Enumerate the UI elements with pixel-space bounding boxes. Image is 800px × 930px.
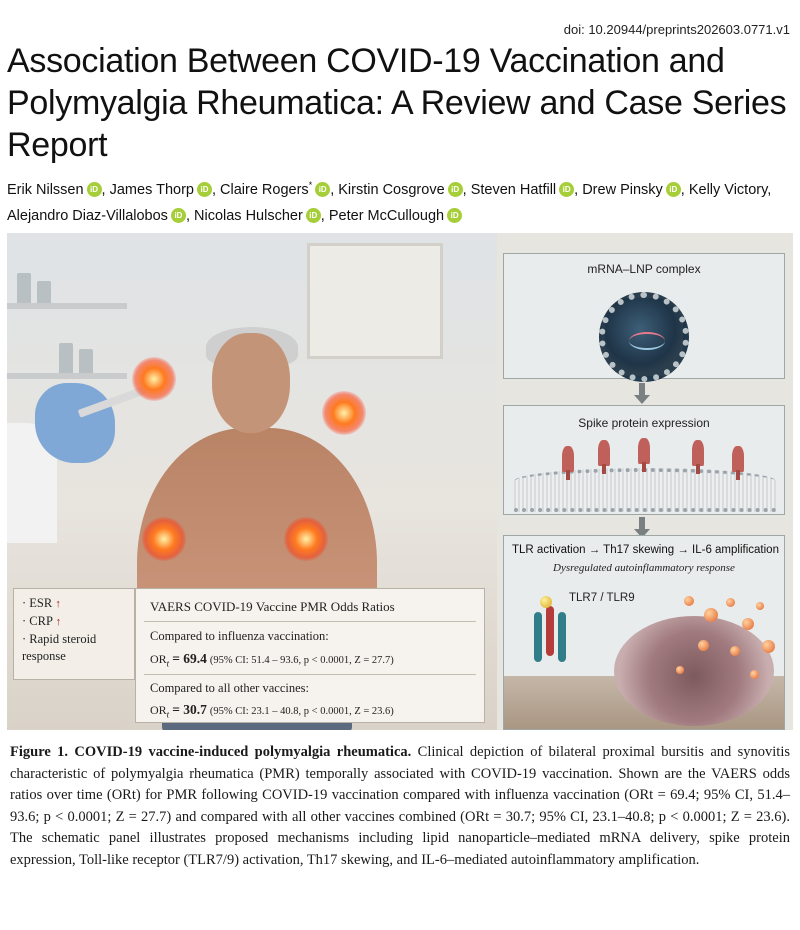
marker-crp: · CRP ↑: [22, 614, 62, 628]
arrow-up-icon: ↑: [55, 616, 62, 628]
orcid-icon[interactable]: iD: [197, 182, 212, 197]
caption-body: Clinical depiction of bilateral proximal bursitis and synovitis characteristic of polymyalgia rheumatica (PMR) temporally associated with COVID-19 vaccination. Shown are the VAERS odds ratios over time (ORt) for PMR following COVID-19 vaccination compared with influenza vaccination (ORt = 69.4; 95% CI, 51.4–93.6; p < 0.0001; Z = 27.7) and compared with all other vaccines combined (ORt = 30.7; 95% CI, 23.1–40.8; p < 0.0001; Z = 23.6). The schematic panel illustrates proposed mechanisms including lipid nanoparticle–mediated mRNA delivery, spike protein expression, Toll-like receptor (TLR7/9) activation, Th17 skewing, and IL-6–mediated autoinflammatory amplification.: [10, 744, 790, 868]
author-name: Nicolas Hulscher: [194, 208, 303, 224]
separator: ,: [680, 182, 689, 198]
receptor-icon: [558, 612, 566, 662]
author: [689, 182, 767, 198]
author: [194, 208, 321, 224]
panel-spike-label: Spike protein expression: [578, 416, 710, 430]
author: [582, 182, 681, 198]
clinic-background: [7, 233, 497, 730]
divider: [144, 674, 476, 675]
spike-protein-icon: [692, 440, 704, 466]
author-name: Alejandro Diaz-Villalobos: [7, 208, 168, 224]
lab-markers-box: [13, 588, 135, 680]
spike-protein-icon: [598, 440, 610, 466]
panel-spike: [503, 405, 785, 515]
mrna-helix-icon: [629, 332, 665, 350]
inflammation-left-shoulder: [132, 357, 176, 401]
odds-influenza-heading: Compared to influenza vaccination:: [150, 629, 329, 643]
tlr-receptor-label: TLR7 / TLR9: [569, 592, 635, 604]
ligand-icon: [540, 596, 552, 608]
separator: ,: [211, 182, 221, 198]
orcid-icon[interactable]: iD: [87, 182, 102, 197]
panel-mrna-lnp-label: mRNA–LNP complex: [587, 262, 701, 276]
separator: ,: [101, 182, 110, 198]
author-name: Steven Hatfill: [470, 182, 557, 198]
cytokine-icon: [730, 646, 740, 656]
orcid-icon[interactable]: iD: [315, 182, 330, 197]
receptor-icon: [546, 606, 554, 656]
author: [329, 208, 462, 224]
cytokine-icon: [762, 640, 775, 653]
separator: ,: [574, 182, 583, 198]
patient-head: [212, 333, 290, 433]
bottle: [79, 349, 93, 373]
spike-protein-icon: [638, 438, 650, 464]
cytokine-icon: [756, 602, 764, 610]
caption-lead: Figure 1. COVID-19 vaccine-induced polymyalgia rheumatica.: [10, 744, 412, 760]
author-name: James Thorp: [109, 182, 194, 198]
inflammation-left-hip: [142, 517, 186, 561]
author-name: Kirstin Cosgrove: [338, 182, 445, 198]
separator: ,: [462, 182, 471, 198]
cytokine-icon: [684, 596, 694, 606]
panel-mrna-lnp: [503, 253, 785, 379]
cytokine-icon: [698, 640, 709, 651]
spike-protein-icon: [562, 446, 574, 472]
author: [338, 182, 462, 198]
author-name: Kelly Victory: [688, 182, 768, 198]
odds-title: VAERS COVID-19 Vaccine PMR Odds Ratios: [150, 599, 395, 614]
orcid-icon[interactable]: iD: [666, 182, 681, 197]
doi-label: doi: 10.20944/preprints202603.0771.v1: [563, 22, 790, 37]
panel-tlr-sublabel: Dysregulated autoinflammatory response: [553, 562, 735, 574]
orcid-icon[interactable]: iD: [448, 182, 463, 197]
arrow-up-icon: ↑: [55, 598, 61, 610]
odds-ratio-box: [135, 588, 485, 723]
author: [110, 182, 212, 198]
gloved-hand: [35, 383, 115, 463]
separator: ,: [330, 182, 339, 198]
author: [7, 208, 186, 224]
receptor-icon: [534, 612, 542, 662]
author: [471, 182, 574, 198]
corresponding-mark: *: [308, 180, 313, 190]
author-name: Erik Nilssen: [7, 182, 84, 198]
odds-others-value: $OR_t = 30.7$ (95% CI: 23.1 – 40.8, p < 0.0001, Z = 23.6): [150, 702, 394, 720]
divider: [144, 621, 476, 622]
author-list: [7, 172, 792, 229]
separator: ,: [767, 182, 772, 198]
orcid-icon[interactable]: iD: [306, 208, 321, 223]
bottle: [17, 273, 31, 303]
orcid-icon[interactable]: iD: [171, 208, 186, 223]
panel-tlr-label: TLR activation → Th17 skewing → IL-6 amplification: [512, 544, 779, 556]
shelf: [7, 303, 127, 309]
cytokine-icon: [742, 618, 754, 630]
cytokine-icon: [676, 666, 684, 674]
shelf: [7, 373, 127, 379]
lipid-nanoparticle-icon: [599, 292, 689, 382]
odds-others-heading: Compared to all other vaccines:: [150, 681, 309, 695]
cytokine-icon: [704, 608, 718, 622]
separator: ,: [320, 208, 329, 224]
cytokine-icon: [750, 670, 759, 679]
orcid-icon[interactable]: iD: [447, 208, 462, 223]
author: [220, 182, 330, 198]
figure-1: [7, 233, 793, 730]
author-name: Drew Pinsky: [582, 182, 663, 198]
spike-protein-icon: [732, 446, 744, 472]
marker-steroid: · Rapid steroid response: [22, 632, 97, 663]
orcid-icon[interactable]: iD: [559, 182, 574, 197]
inflammation-right-hip: [284, 517, 328, 561]
odds-influenza-value: $OR_t = 69.4$ (95% CI: 51.4 – 93.6, p < 0.0001, Z = 27.7): [150, 651, 394, 669]
author-name: Peter McCullough: [328, 208, 445, 224]
bottle: [59, 343, 73, 373]
bottle: [37, 281, 51, 303]
panel-tlr: [503, 535, 785, 730]
figure-caption: [10, 742, 790, 871]
paper-title: Association Between COVID-19 Vaccination and Polymyalgia Rheumatica: A Review and Case Series Report: [7, 42, 787, 164]
separator: ,: [185, 208, 194, 224]
author-name: Claire Rogers: [220, 182, 309, 198]
cytokine-icon: [726, 598, 735, 607]
down-arrow-icon: [634, 383, 650, 404]
inflammation-right-shoulder: [322, 391, 366, 435]
marker-esr: · ESR ↑: [22, 596, 61, 610]
author: [7, 182, 102, 198]
